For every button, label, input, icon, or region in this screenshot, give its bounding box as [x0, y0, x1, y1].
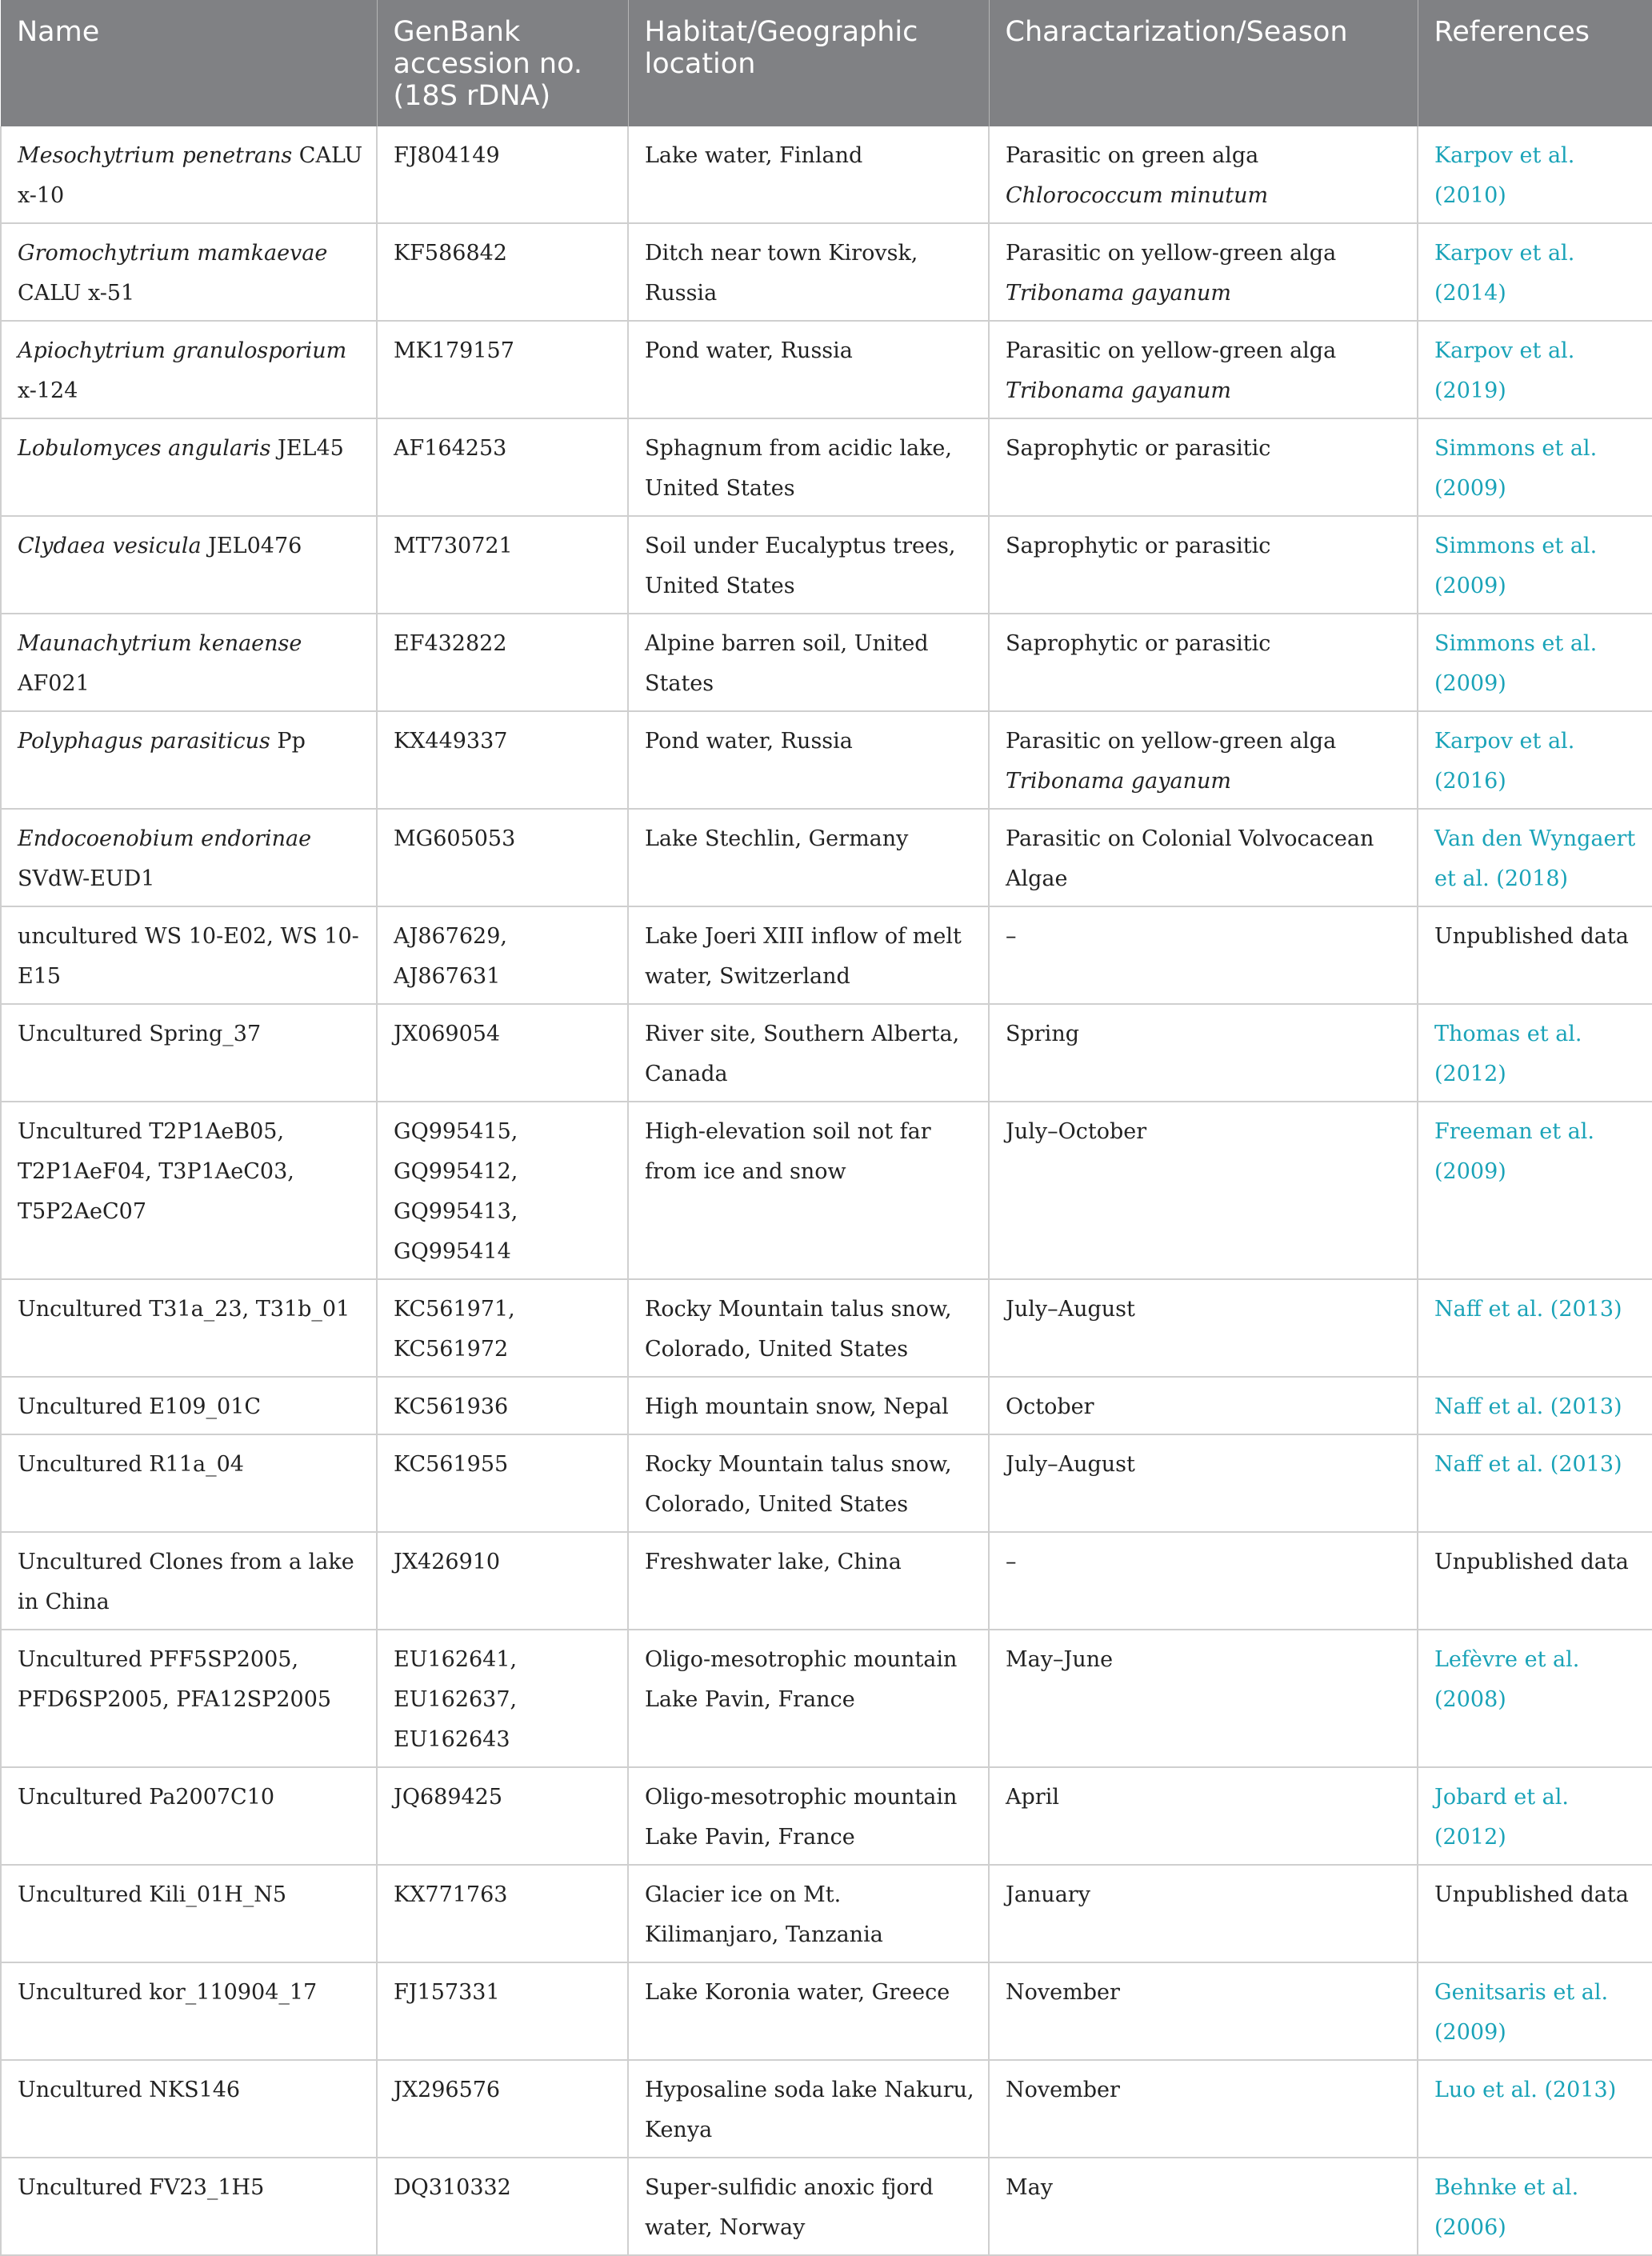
cell-habitat: Hyposaline soda lake Nakuru, Kenya	[628, 2060, 989, 2158]
cell-name	[1, 1865, 377, 1962]
cell-habitat: Sphagnum from acidic lake, United States	[628, 418, 989, 516]
cell-name	[1, 906, 377, 1004]
characterization-text: July–October	[1006, 1119, 1147, 1144]
table-row	[1, 809, 1652, 906]
cell-accession: KF586842	[377, 223, 628, 321]
table-row	[1, 1004, 1652, 1102]
cell-habitat: Ditch near town Kirovsk, Russia	[628, 223, 989, 321]
table-header	[1, 0, 1652, 126]
strain-label: Uncultured Pa2007C10	[18, 1785, 275, 1810]
cell-characterization	[989, 1279, 1418, 1377]
cell-habitat: Lake Stechlin, Germany	[628, 809, 989, 906]
table-row	[1, 614, 1652, 711]
characterization-text: November	[1006, 2078, 1120, 2102]
reference-link[interactable]: Lefèvre et al. (2008)	[1418, 1630, 1652, 1767]
cell-name	[1, 223, 377, 321]
cell-accession: FJ157331	[377, 1962, 628, 2060]
characterization-text: –	[1006, 924, 1017, 949]
table-row	[1, 418, 1652, 516]
cell-name	[1, 1004, 377, 1102]
header-characterization: Charactarization/Season	[989, 0, 1418, 126]
cell-characterization	[989, 1767, 1418, 1865]
host-species-italic: Tribonama gayanum	[1006, 281, 1231, 306]
strain-label: JEL0476	[201, 534, 302, 558]
species-name-italic: Endocoenobium endorinae	[18, 826, 312, 851]
table-row	[1, 711, 1652, 809]
characterization-text: April	[1006, 1785, 1059, 1810]
cell-name	[1, 1767, 377, 1865]
table-row	[1, 1434, 1652, 1532]
cell-name	[1, 1630, 377, 1767]
cell-name	[1, 1377, 377, 1434]
cell-accession: MG605053	[377, 809, 628, 906]
table-row	[1, 2158, 1652, 2255]
table-row	[1, 1279, 1652, 1377]
strain-label: Uncultured NKS146	[18, 2078, 241, 2102]
characterization-text: Parasitic on green alga	[1006, 143, 1259, 168]
cell-characterization	[989, 1962, 1418, 2060]
cell-habitat: Pond water, Russia	[628, 321, 989, 418]
cell-name	[1, 1532, 377, 1630]
strain-label: Uncultured E109_01C	[18, 1394, 262, 1419]
table-row	[1, 1532, 1652, 1630]
characterization-text: Parasitic on yellow-green alga	[1006, 729, 1337, 754]
cell-habitat: Freshwater lake, China	[628, 1532, 989, 1630]
reference-link[interactable]: Karpov et al. (2016)	[1418, 711, 1652, 809]
cell-accession: AJ867629, AJ867631	[377, 906, 628, 1004]
cell-habitat: River site, Southern Alberta, Canada	[628, 1004, 989, 1102]
reference-link[interactable]: Naff et al. (2013)	[1418, 1434, 1652, 1532]
reference-link[interactable]: Jobard et al. (2012)	[1418, 1767, 1652, 1865]
header-name: Name	[1, 0, 377, 126]
strain-label: Uncultured Spring_37	[18, 1022, 262, 1046]
characterization-text: November	[1006, 1980, 1120, 2005]
strain-label: CALU x-51	[18, 281, 135, 306]
species-name-italic: Maunachytrium kenaense	[18, 631, 302, 656]
cell-accession: MT730721	[377, 516, 628, 614]
cell-characterization	[989, 516, 1418, 614]
characterization-text: –	[1006, 1550, 1017, 1574]
table-row	[1, 1630, 1652, 1767]
table-row	[1, 1102, 1652, 1279]
cell-habitat: Oligo-mesotrophic mountain Lake Pavin, France	[628, 1630, 989, 1767]
cell-accession: JX296576	[377, 2060, 628, 2158]
strain-label: Uncultured FV23_1H5	[18, 2175, 265, 2200]
cell-characterization	[989, 418, 1418, 516]
characterization-text: July–August	[1006, 1297, 1135, 1322]
cell-accession: KC561955	[377, 1434, 628, 1532]
cell-accession: KX449337	[377, 711, 628, 809]
cell-characterization	[989, 2060, 1418, 2158]
cell-name	[1, 711, 377, 809]
reference-link[interactable]: Behnke et al. (2006)	[1418, 2158, 1652, 2255]
strain-label: Uncultured kor_110904_17	[18, 1980, 318, 2005]
reference-link[interactable]: Genitsaris et al. (2009)	[1418, 1962, 1652, 2060]
strain-label: CALU x-10	[18, 143, 363, 208]
reference-link[interactable]: Karpov et al. (2019)	[1418, 321, 1652, 418]
characterization-text: Spring	[1006, 1022, 1079, 1046]
table-row	[1, 516, 1652, 614]
cell-characterization	[989, 126, 1418, 223]
cell-characterization	[989, 809, 1418, 906]
reference-link[interactable]: Thomas et al. (2012)	[1418, 1004, 1652, 1102]
reference-link[interactable]: Naff et al. (2013)	[1418, 1279, 1652, 1377]
header-accession: GenBank accession no. (18S rDNA)	[377, 0, 628, 126]
cell-characterization	[989, 1865, 1418, 1962]
header-references: References	[1418, 0, 1652, 126]
cell-characterization	[989, 223, 1418, 321]
cell-characterization	[989, 1102, 1418, 1279]
cell-accession: EU162641, EU162637, EU162643	[377, 1630, 628, 1767]
cell-habitat: Oligo-mesotrophic mountain Lake Pavin, France	[628, 1767, 989, 1865]
cell-habitat: Alpine barren soil, United States	[628, 614, 989, 711]
table-row	[1, 223, 1652, 321]
cell-habitat: Lake water, Finland	[628, 126, 989, 223]
reference-link[interactable]: Simmons et al. (2009)	[1418, 516, 1652, 614]
cell-characterization	[989, 614, 1418, 711]
cell-characterization	[989, 1377, 1418, 1434]
characterization-text: May	[1006, 2175, 1053, 2200]
cell-accession: JQ689425	[377, 1767, 628, 1865]
reference-link[interactable]: Karpov et al. (2010)	[1418, 126, 1652, 223]
reference-link[interactable]: Naff et al. (2013)	[1418, 1377, 1652, 1434]
table-body	[1, 126, 1652, 2255]
header-row	[1, 0, 1652, 126]
cell-accession: MK179157	[377, 321, 628, 418]
reference-link[interactable]: Freeman et al. (2009)	[1418, 1102, 1652, 1279]
characterization-text: May–June	[1006, 1647, 1114, 1672]
cell-habitat: Rocky Mountain talus snow, Colorado, United States	[628, 1279, 989, 1377]
cell-habitat: Lake Joeri XIII inflow of melt water, Switzerland	[628, 906, 989, 1004]
table-row	[1, 1377, 1652, 1434]
cell-characterization	[989, 906, 1418, 1004]
host-species-italic: Chlorococcum minutum	[1006, 183, 1269, 208]
table-row	[1, 2060, 1652, 2158]
reference-link[interactable]: Van den Wyngaert et al. (2018)	[1418, 809, 1652, 906]
table-row	[1, 126, 1652, 223]
cell-characterization	[989, 2158, 1418, 2255]
characterization-text: Saprophytic or parasitic	[1006, 436, 1271, 461]
characterization-text: January	[1006, 1882, 1090, 1907]
strain-label: SVdW-EUD1	[18, 866, 155, 891]
species-name-italic: Gromochytrium mamkaevae	[18, 241, 328, 266]
reference-link[interactable]: Simmons et al. (2009)	[1418, 614, 1652, 711]
cell-name	[1, 2060, 377, 2158]
species-name-italic: Apiochytrium granulosporium	[18, 338, 347, 363]
strain-label: uncultured WS 10-E02, WS 10-E15	[18, 924, 359, 989]
cell-name	[1, 1434, 377, 1532]
species-name-italic: Clydaea vesicula	[18, 534, 202, 558]
cell-characterization	[989, 1532, 1418, 1630]
cell-characterization	[989, 321, 1418, 418]
species-name-italic: Mesochytrium penetrans	[18, 143, 293, 168]
reference-link[interactable]: Luo et al. (2013)	[1418, 2060, 1652, 2158]
characterization-text: July–August	[1006, 1452, 1135, 1477]
cell-name	[1, 418, 377, 516]
cell-habitat: Lake Koronia water, Greece	[628, 1962, 989, 2060]
cell-characterization	[989, 711, 1418, 809]
cell-accession: KC561971, KC561972	[377, 1279, 628, 1377]
cell-accession: GQ995415, GQ995412, GQ995413, GQ995414	[377, 1102, 628, 1279]
strain-label: x-124	[18, 378, 78, 403]
strain-label: AF021	[18, 671, 90, 696]
cell-accession: JX426910	[377, 1532, 628, 1630]
characterization-text: Saprophytic or parasitic	[1006, 534, 1271, 558]
characterization-text: October	[1006, 1394, 1094, 1419]
host-species-italic: Tribonama gayanum	[1006, 769, 1231, 794]
strain-label: Uncultured T31a_23, T31b_01	[18, 1297, 350, 1322]
cell-name	[1, 1279, 377, 1377]
cell-accession: AF164253	[377, 418, 628, 516]
strain-label: Uncultured Kili_01H_N5	[18, 1882, 287, 1907]
cell-reference: Unpublished data	[1418, 906, 1652, 1004]
cell-name	[1, 809, 377, 906]
cell-habitat: High-elevation soil not far from ice and snow	[628, 1102, 989, 1279]
cell-name	[1, 1962, 377, 2060]
characterization-text: Saprophytic or parasitic	[1006, 631, 1271, 656]
cell-characterization	[989, 1630, 1418, 1767]
cell-name	[1, 126, 377, 223]
cell-accession: KX771763	[377, 1865, 628, 1962]
cell-name	[1, 614, 377, 711]
cell-characterization	[989, 1434, 1418, 1532]
table-row	[1, 1865, 1652, 1962]
cell-habitat: Rocky Mountain talus snow, Colorado, United States	[628, 1434, 989, 1532]
cell-habitat: High mountain snow, Nepal	[628, 1377, 989, 1434]
strain-label: Pp	[270, 729, 306, 754]
reference-link[interactable]: Simmons et al. (2009)	[1418, 418, 1652, 516]
host-species-italic: Tribonama gayanum	[1006, 378, 1231, 403]
table-row	[1, 321, 1652, 418]
strain-label: JEL45	[270, 436, 344, 461]
cell-habitat: Pond water, Russia	[628, 711, 989, 809]
species-name-italic: Polyphagus parasiticus	[18, 729, 270, 754]
species-name-italic: Lobulomyces angularis	[18, 436, 271, 461]
cell-habitat: Super-sulfidic anoxic fjord water, Norway	[628, 2158, 989, 2255]
strain-label: Uncultured T2P1AeB05, T2P1AeF04, T3P1AeC03, T5P2AeC07	[18, 1119, 294, 1224]
cell-accession: DQ310332	[377, 2158, 628, 2255]
strain-label: Uncultured R11a_04	[18, 1452, 244, 1477]
cell-reference: Unpublished data	[1418, 1865, 1652, 1962]
characterization-text: Parasitic on Colonial Volvocacean Algae	[1006, 826, 1374, 891]
cell-name	[1, 1102, 377, 1279]
cell-name	[1, 2158, 377, 2255]
characterization-text: Parasitic on yellow-green alga	[1006, 241, 1337, 266]
strain-label: Uncultured PFF5SP2005, PFD6SP2005, PFA12SP2005	[18, 1647, 332, 1712]
cell-habitat: Soil under Eucalyptus trees, United States	[628, 516, 989, 614]
table-row	[1, 1767, 1652, 1865]
cell-accession: EF432822	[377, 614, 628, 711]
cell-characterization	[989, 1004, 1418, 1102]
cell-habitat: Glacier ice on Mt. Kilimanjaro, Tanzania	[628, 1865, 989, 1962]
reference-link[interactable]: Karpov et al. (2014)	[1418, 223, 1652, 321]
cell-name	[1, 516, 377, 614]
cell-accession: KC561936	[377, 1377, 628, 1434]
strain-label: Uncultured Clones from a lake in China	[18, 1550, 354, 1614]
table-row	[1, 906, 1652, 1004]
table-row	[1, 1962, 1652, 2060]
cell-accession: FJ804149	[377, 126, 628, 223]
header-habitat: Habitat/Geographic location	[628, 0, 989, 126]
cell-accession: JX069054	[377, 1004, 628, 1102]
cell-name	[1, 321, 377, 418]
cell-reference: Unpublished data	[1418, 1532, 1652, 1630]
characterization-text: Parasitic on yellow-green alga	[1006, 338, 1337, 363]
